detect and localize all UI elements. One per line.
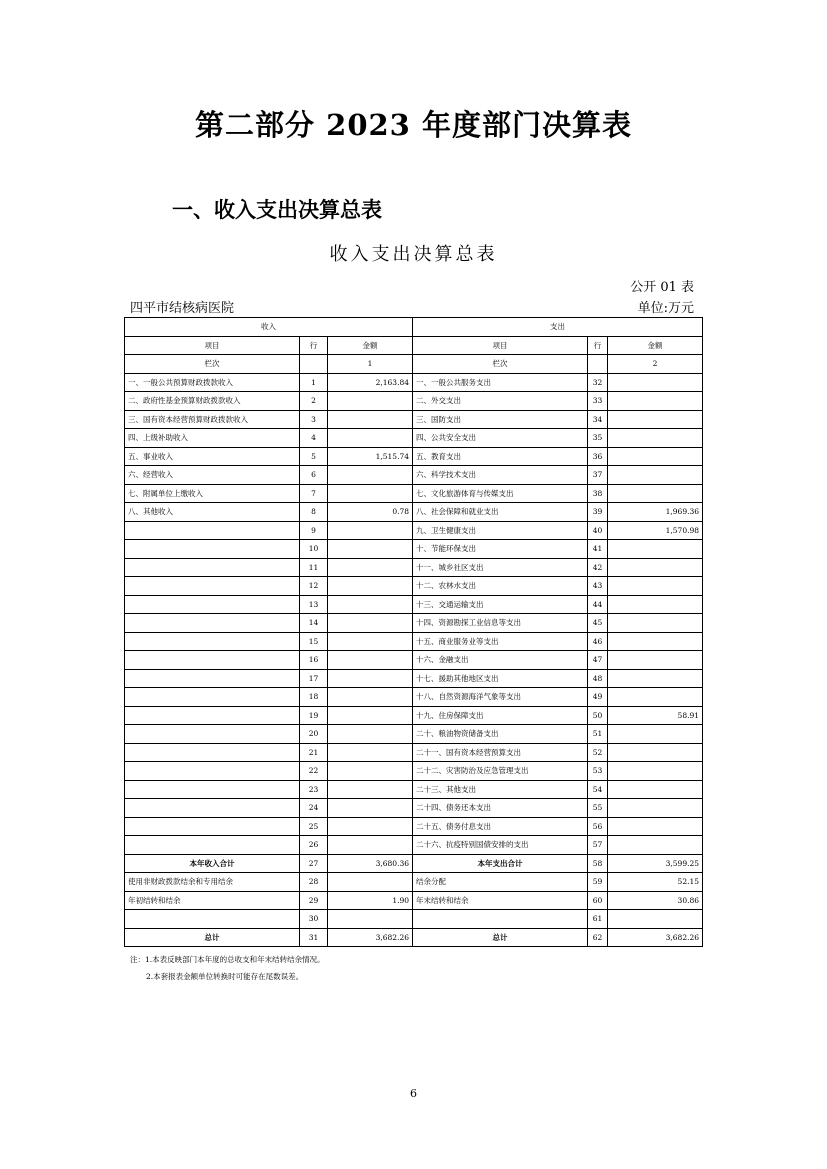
- expense-item-cell: 二、外交支出: [413, 392, 588, 411]
- income-amount-cell: [328, 614, 413, 633]
- expense-amount-cell: [608, 651, 703, 670]
- income-item-cell: [125, 743, 300, 762]
- income-row-number: 15: [300, 632, 328, 651]
- expense-item-header: 项目: [413, 336, 588, 355]
- expense-item-cell: 十五、商业服务业等支出: [413, 632, 588, 651]
- table-row: [125, 503, 703, 522]
- income-amount-cell: [328, 817, 413, 836]
- income-amount-cell: [328, 595, 413, 614]
- table-title: 收入支出决算总表: [329, 244, 498, 265]
- income-item-cell: [125, 540, 300, 559]
- expense-item-cell: 十九、住房保障支出: [413, 706, 588, 725]
- expense-row-number: 49: [588, 688, 608, 707]
- expense-amount-cell: [608, 743, 703, 762]
- income-amount-cell: [328, 521, 413, 540]
- expense-row-header: 行: [588, 336, 608, 355]
- expense-row-number: 41: [588, 540, 608, 559]
- expense-row-number: 58: [588, 854, 608, 873]
- income-row-number: 26: [300, 836, 328, 855]
- income-item-cell: 总计: [125, 928, 300, 947]
- income-amount-cell: [328, 632, 413, 651]
- expense-amount-header: 金额: [608, 336, 703, 355]
- income-row-number: 6: [300, 466, 328, 485]
- expense-item-cell: 总计: [413, 928, 588, 947]
- expense-amount-cell: [608, 484, 703, 503]
- expense-row-number: 33: [588, 392, 608, 411]
- income-amount-cell: 3,682.26: [328, 928, 413, 947]
- table-row: [125, 373, 703, 392]
- expense-amount-cell: [608, 669, 703, 688]
- expense-row-number: 60: [588, 891, 608, 910]
- expense-amount-cell: 3,682.26: [608, 928, 703, 947]
- expense-row-number: 32: [588, 373, 608, 392]
- expense-item-cell: 二十二、灾害防治及应急管理支出: [413, 762, 588, 781]
- page-title: 第二部分 2023 年度部门决算表: [195, 108, 632, 142]
- table-row: [125, 873, 703, 892]
- income-index-blank: [300, 355, 328, 374]
- expense-amount-cell: 52.15: [608, 873, 703, 892]
- income-row-number: 28: [300, 873, 328, 892]
- table-group-header-row: [125, 318, 703, 337]
- income-amount-cell: 3,680.36: [328, 854, 413, 873]
- income-item-cell: 使用非财政拨款结余和专用结余: [125, 873, 300, 892]
- expense-item-cell: 十四、资源勘探工业信息等支出: [413, 614, 588, 633]
- expense-index-blank: [588, 355, 608, 374]
- form-code: 公开 01 表: [630, 280, 694, 295]
- expense-row-number: 55: [588, 799, 608, 818]
- income-amount-cell: [328, 558, 413, 577]
- income-item-cell: 三、国有资本经营预算财政拨款收入: [125, 410, 300, 429]
- table-total-row: [125, 928, 703, 947]
- income-item-cell: 四、上级补助收入: [125, 429, 300, 448]
- table-row: [125, 836, 703, 855]
- income-row-header: 行: [300, 336, 328, 355]
- expense-amount-cell: 58.91: [608, 706, 703, 725]
- income-item-cell: [125, 836, 300, 855]
- income-item-cell: [125, 558, 300, 577]
- income-row-number: 14: [300, 614, 328, 633]
- income-column-number: 1: [328, 355, 413, 374]
- income-row-number: 23: [300, 780, 328, 799]
- expense-item-cell: 十一、城乡社区支出: [413, 558, 588, 577]
- expense-item-cell: 十二、农林水支出: [413, 577, 588, 596]
- table-row: [125, 577, 703, 596]
- expense-item-cell: 二十五、债务付息支出: [413, 817, 588, 836]
- expense-item-cell: [413, 910, 588, 929]
- income-amount-cell: [328, 410, 413, 429]
- unit-name: 四平市结核病医院: [130, 301, 235, 316]
- income-item-cell: [125, 577, 300, 596]
- expense-row-number: 34: [588, 410, 608, 429]
- income-row-number: 31: [300, 928, 328, 947]
- income-row-number: 16: [300, 651, 328, 670]
- income-row-number: 22: [300, 762, 328, 781]
- section-title: 一、收入支出决算总表: [172, 197, 382, 222]
- table-row: [125, 762, 703, 781]
- expense-item-cell: 六、科学技术支出: [413, 466, 588, 485]
- income-item-cell: [125, 651, 300, 670]
- income-amount-cell: [328, 799, 413, 818]
- expense-amount-cell: [608, 466, 703, 485]
- income-row-number: 24: [300, 799, 328, 818]
- income-amount-cell: [328, 669, 413, 688]
- income-item-cell: [125, 725, 300, 744]
- footnote: 注：1.本表反映部门本年度的总收支和年末结转结余情况。: [130, 955, 325, 964]
- income-amount-cell: [328, 725, 413, 744]
- table-row: [125, 799, 703, 818]
- expense-row-number: 59: [588, 873, 608, 892]
- expense-index-label: 栏次: [413, 355, 588, 374]
- table-row: [125, 521, 703, 540]
- income-row-number: 18: [300, 688, 328, 707]
- expense-row-number: 40: [588, 521, 608, 540]
- income-item-cell: [125, 521, 300, 540]
- income-row-number: 20: [300, 725, 328, 744]
- table-row: [125, 558, 703, 577]
- income-amount-cell: [328, 873, 413, 892]
- income-amount-cell: [328, 688, 413, 707]
- expense-row-number: 62: [588, 928, 608, 947]
- income-amount-cell: [328, 577, 413, 596]
- table-row: [125, 743, 703, 762]
- income-item-cell: 七、附属单位上缴收入: [125, 484, 300, 503]
- expense-row-number: 43: [588, 577, 608, 596]
- expense-amount-cell: 30.86: [608, 891, 703, 910]
- income-row-number: 7: [300, 484, 328, 503]
- expense-amount-cell: [608, 817, 703, 836]
- income-item-cell: 二、政府性基金预算财政拨款收入: [125, 392, 300, 411]
- table-row: [125, 910, 703, 929]
- table-row: [125, 466, 703, 485]
- table-row: [125, 614, 703, 633]
- income-amount-cell: [328, 780, 413, 799]
- income-item-cell: [125, 632, 300, 651]
- expense-row-number: 54: [588, 780, 608, 799]
- income-item-cell: [125, 780, 300, 799]
- expense-row-number: 42: [588, 558, 608, 577]
- table-row: [125, 540, 703, 559]
- table-row: [125, 484, 703, 503]
- expense-row-number: 50: [588, 706, 608, 725]
- expense-amount-cell: 3,599.25: [608, 854, 703, 873]
- income-row-number: 12: [300, 577, 328, 596]
- expense-row-number: 51: [588, 725, 608, 744]
- income-amount-cell: [328, 836, 413, 855]
- income-expense-table: [124, 317, 703, 947]
- income-item-cell: [125, 614, 300, 633]
- unit-label: 单位:万元: [637, 301, 694, 316]
- expense-row-number: 39: [588, 503, 608, 522]
- expense-row-number: 37: [588, 466, 608, 485]
- table-row: [125, 725, 703, 744]
- table-row: [125, 632, 703, 651]
- income-amount-cell: 2,163.84: [328, 373, 413, 392]
- expense-row-number: 36: [588, 447, 608, 466]
- income-row-number: 11: [300, 558, 328, 577]
- expense-row-number: 61: [588, 910, 608, 929]
- expense-amount-cell: [608, 595, 703, 614]
- income-item-cell: 年初结转和结余: [125, 891, 300, 910]
- income-row-number: 19: [300, 706, 328, 725]
- income-row-number: 5: [300, 447, 328, 466]
- expense-item-cell: 二十六、抗疫特别国债安排的支出: [413, 836, 588, 855]
- expense-amount-cell: [608, 725, 703, 744]
- expense-amount-cell: [608, 780, 703, 799]
- income-item-cell: 本年收入合计: [125, 854, 300, 873]
- expense-item-cell: 七、文化旅游体育与传媒支出: [413, 484, 588, 503]
- expense-header: 支出: [413, 318, 703, 337]
- table-row: [125, 410, 703, 429]
- expense-item-cell: 二十三、其他支出: [413, 780, 588, 799]
- expense-item-cell: 十八、自然资源海洋气象等支出: [413, 688, 588, 707]
- expense-amount-cell: 1,969.36: [608, 503, 703, 522]
- table-row: [125, 447, 703, 466]
- income-row-number: 2: [300, 392, 328, 411]
- income-row-number: 9: [300, 521, 328, 540]
- income-amount-cell: 1.90: [328, 891, 413, 910]
- income-row-number: 10: [300, 540, 328, 559]
- expense-item-cell: 三、国防支出: [413, 410, 588, 429]
- expense-amount-cell: [608, 410, 703, 429]
- expense-item-cell: 五、教育支出: [413, 447, 588, 466]
- expense-row-number: 56: [588, 817, 608, 836]
- income-row-number: 29: [300, 891, 328, 910]
- income-amount-cell: [328, 540, 413, 559]
- expense-amount-cell: [608, 392, 703, 411]
- income-item-header: 项目: [125, 336, 300, 355]
- expense-item-cell: 二十、粮油物资储备支出: [413, 725, 588, 744]
- expense-item-cell: 十三、交通运输支出: [413, 595, 588, 614]
- income-row-number: 30: [300, 910, 328, 929]
- income-item-cell: [125, 762, 300, 781]
- income-row-number: 8: [300, 503, 328, 522]
- expense-column-number: 2: [608, 355, 703, 374]
- income-item-cell: [125, 910, 300, 929]
- income-row-number: 13: [300, 595, 328, 614]
- income-item-cell: [125, 595, 300, 614]
- footnote: 2.本套报表金额单位转换时可能存在尾数误差。: [146, 972, 304, 981]
- expense-item-cell: 四、公共安全支出: [413, 429, 588, 448]
- income-row-number: 3: [300, 410, 328, 429]
- table-row: [125, 429, 703, 448]
- expense-amount-cell: [608, 558, 703, 577]
- table-row: [125, 651, 703, 670]
- expense-amount-cell: [608, 447, 703, 466]
- table-row: [125, 706, 703, 725]
- expense-item-cell: 八、社会保障和就业支出: [413, 503, 588, 522]
- income-amount-cell: [328, 910, 413, 929]
- expense-row-number: 48: [588, 669, 608, 688]
- expense-amount-cell: [608, 373, 703, 392]
- table-column-header-row: [125, 336, 703, 355]
- income-amount-cell: 0.78: [328, 503, 413, 522]
- table-index-row: [125, 355, 703, 374]
- income-row-number: 4: [300, 429, 328, 448]
- expense-row-number: 53: [588, 762, 608, 781]
- expense-amount-cell: 1,570.98: [608, 521, 703, 540]
- table-row: [125, 392, 703, 411]
- income-item-cell: [125, 706, 300, 725]
- income-amount-cell: [328, 743, 413, 762]
- income-row-number: 1: [300, 373, 328, 392]
- expense-item-cell: 十七、援助其他地区支出: [413, 669, 588, 688]
- income-amount-cell: [328, 651, 413, 670]
- expense-item-cell: 结余分配: [413, 873, 588, 892]
- income-item-cell: 六、经营收入: [125, 466, 300, 485]
- income-amount-cell: [328, 429, 413, 448]
- expense-item-cell: 二十一、国有资本经营预算支出: [413, 743, 588, 762]
- expense-row-number: 38: [588, 484, 608, 503]
- expense-row-number: 45: [588, 614, 608, 633]
- expense-item-cell: 二十四、债务还本支出: [413, 799, 588, 818]
- expense-amount-cell: [608, 614, 703, 633]
- income-row-number: 21: [300, 743, 328, 762]
- expense-item-cell: 九、卫生健康支出: [413, 521, 588, 540]
- expense-item-cell: 一、一般公共服务支出: [413, 373, 588, 392]
- expense-row-number: 46: [588, 632, 608, 651]
- expense-amount-cell: [608, 836, 703, 855]
- expense-amount-cell: [608, 429, 703, 448]
- expense-row-number: 52: [588, 743, 608, 762]
- income-amount-cell: [328, 484, 413, 503]
- income-index-label: 栏次: [125, 355, 300, 374]
- income-row-number: 27: [300, 854, 328, 873]
- income-amount-cell: 1,515.74: [328, 447, 413, 466]
- expense-item-cell: 年末结转和结余: [413, 891, 588, 910]
- expense-row-number: 35: [588, 429, 608, 448]
- table-row: [125, 688, 703, 707]
- table-row: [125, 780, 703, 799]
- expense-amount-cell: [608, 762, 703, 781]
- expense-item-cell: 十、节能环保支出: [413, 540, 588, 559]
- expense-amount-cell: [608, 577, 703, 596]
- income-amount-cell: [328, 466, 413, 485]
- table-row: [125, 817, 703, 836]
- table-row: [125, 595, 703, 614]
- expense-row-number: 57: [588, 836, 608, 855]
- income-amount-cell: [328, 706, 413, 725]
- income-amount-cell: [328, 392, 413, 411]
- expense-row-number: 44: [588, 595, 608, 614]
- expense-row-number: 47: [588, 651, 608, 670]
- expense-amount-cell: [608, 910, 703, 929]
- income-item-cell: 一、一般公共预算财政拨款收入: [125, 373, 300, 392]
- table-row: [125, 891, 703, 910]
- expense-item-cell: 十六、金融支出: [413, 651, 588, 670]
- income-item-cell: 八、其他收入: [125, 503, 300, 522]
- income-amount-cell: [328, 762, 413, 781]
- page-number: 6: [410, 1087, 417, 1100]
- expense-item-cell: 本年支出合计: [413, 854, 588, 873]
- income-amount-header: 金额: [328, 336, 413, 355]
- footnotes: [130, 951, 325, 985]
- expense-amount-cell: [608, 688, 703, 707]
- income-row-number: 17: [300, 669, 328, 688]
- table-total-row: [125, 854, 703, 873]
- income-item-cell: [125, 817, 300, 836]
- income-row-number: 25: [300, 817, 328, 836]
- income-item-cell: [125, 688, 300, 707]
- income-item-cell: [125, 669, 300, 688]
- expense-amount-cell: [608, 540, 703, 559]
- income-item-cell: 五、事业收入: [125, 447, 300, 466]
- income-item-cell: [125, 799, 300, 818]
- table-row: [125, 669, 703, 688]
- expense-amount-cell: [608, 632, 703, 651]
- expense-amount-cell: [608, 799, 703, 818]
- income-header: 收入: [125, 318, 413, 337]
